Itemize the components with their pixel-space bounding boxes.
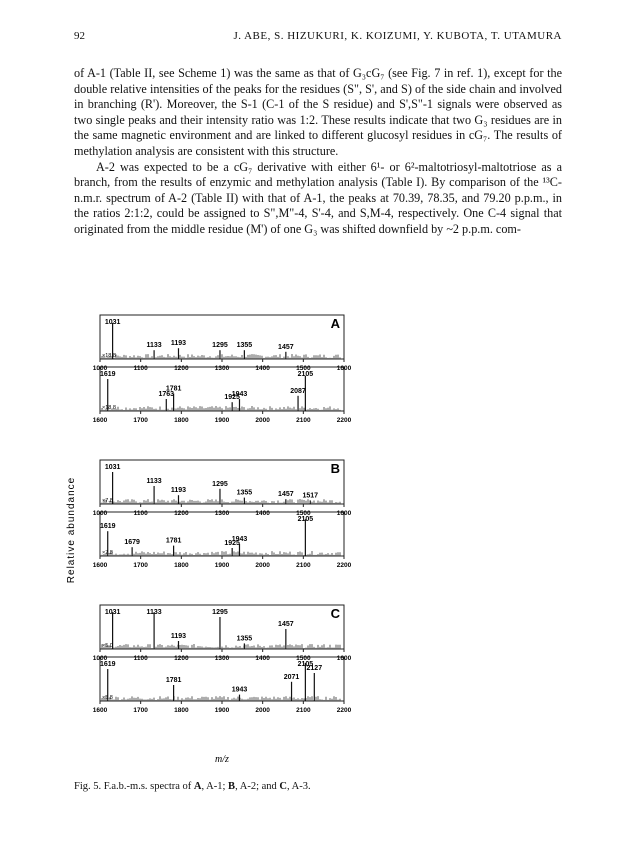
- caption-part: A: [193, 781, 202, 792]
- peak-label: 2105: [297, 516, 314, 523]
- peak-label: 1295: [212, 609, 228, 616]
- baseline-noise: [102, 354, 340, 359]
- peak-label: 1619: [99, 371, 116, 378]
- tick-label: 2200: [336, 562, 352, 569]
- peak-label: 1781: [165, 677, 182, 684]
- tick-label: 1000: [92, 655, 108, 662]
- baseline-noise: [102, 499, 340, 504]
- peak-label: 1457: [278, 491, 294, 499]
- body-text: [74, 66, 562, 238]
- y-axis-label: Relative abundance: [66, 476, 77, 584]
- peak-label: 1781: [165, 537, 182, 545]
- peak-label: 1517: [302, 492, 319, 500]
- tick-label: 1200: [174, 510, 189, 517]
- scale-factor-label: ×7.8: [102, 498, 113, 504]
- peak-label: 1943: [231, 686, 248, 694]
- tick-label: 1200: [174, 655, 189, 662]
- peak-label: 2105: [297, 661, 314, 668]
- peak-label: 1031: [104, 609, 121, 616]
- tick-label: 1700: [133, 707, 148, 714]
- caption-part: , A-3.: [286, 781, 311, 792]
- baseline-noise: [102, 551, 340, 556]
- spectra-plot: [62, 300, 362, 770]
- peak-label: 1457: [278, 343, 294, 351]
- caption-part: B: [228, 781, 236, 792]
- tick-label: 2100: [296, 707, 311, 714]
- peak-label: 1295: [212, 342, 228, 350]
- tick-label: 1600: [92, 562, 108, 569]
- peak-label: 1133: [146, 342, 162, 350]
- peak-label: 1355: [236, 342, 253, 350]
- tick-label: 1900: [214, 562, 230, 569]
- peak-label: 1355: [236, 635, 253, 643]
- caption-part: , A-1;: [201, 781, 229, 792]
- tick-label: 1600: [336, 655, 352, 662]
- peak-label: 1679: [124, 539, 140, 547]
- peak-label: 1943: [231, 536, 248, 543]
- peak-label: 1763: [158, 391, 175, 398]
- tick-label: 1900: [214, 707, 230, 714]
- tick-label: 2000: [255, 707, 270, 714]
- paragraph: of A-1 (Table II, see Scheme 1) was the same as that of G₃cG₇ (see Fig. 7 in ref. 1), except for the double relative intensities of the peaks for the residues (S", S', and S) of the side chain and involved in branching (R'). Moreover, the S-1 (C-1 of the S residue) and S',S"-1 signals were observed as two single peaks and their intensity ratio was 1:2. These results indicate that two G₃ residues are in the same magnetic environment and are linked to different glucosyl residues in cG₇. The results of methylation analysis are consistent with this structure.: [74, 66, 562, 158]
- tick-label: 1400: [255, 365, 270, 372]
- scale-factor-label: ×5.0: [102, 643, 113, 649]
- tick-label: 2200: [336, 707, 352, 714]
- peak-label: 1781: [165, 385, 182, 393]
- tick-label: 1800: [174, 562, 189, 569]
- tick-label: 2200: [336, 417, 352, 424]
- figure-ms-spectra: [62, 300, 362, 770]
- tick-label: 1100: [133, 510, 148, 517]
- caption-part: F.a.b.-m.s. spectra of: [101, 781, 194, 792]
- peak-label: 1031: [104, 319, 121, 326]
- peak-label: 1943: [231, 391, 248, 398]
- tick-label: 1500: [296, 365, 311, 372]
- caption-lead: Fig. 5.: [74, 781, 102, 792]
- tick-label: 1900: [214, 417, 230, 424]
- x-axis-label: m/z: [215, 754, 229, 765]
- tick-label: 2100: [296, 417, 311, 424]
- tick-label: 1800: [174, 707, 189, 714]
- paragraph: A-2 was expected to be a cG₇ derivative with either 6¹- or 6²-maltotriosyl-maltotriose as a branch, from the results of enzymic and methylation analysis (Table I). By comparison of the ¹³C-n.m.r. spectrum of A-2 (Table II) with that of A-1, the peaks at 70.39, 78.35, and 79.20 p.p.m., in the ratios 2:1:2, could be assigned to S",M"-4, S'-4, and S,M-4, respectively. One C-4 signal that originated from the middle residue (M') of one G₃ was shifted downfield by ~2 p.p.m. com-: [74, 159, 562, 236]
- peak-label: 1133: [146, 609, 162, 616]
- peak-label: 1619: [99, 661, 116, 668]
- baseline-noise: [102, 696, 340, 701]
- peak-label: 1193: [170, 487, 187, 495]
- peak-label: 1133: [146, 478, 162, 485]
- tick-label: 1200: [174, 365, 189, 372]
- tick-label: 1400: [255, 655, 270, 662]
- tick-label: 1800: [174, 417, 189, 424]
- scale-factor-label: ×18.8: [102, 353, 116, 359]
- running-head-authors: J. ABE, S. HIZUKURI, K. KOIZUMI, Y. KUBOTA, T. UTAMURA: [233, 30, 562, 42]
- figure-caption: [74, 781, 562, 792]
- panel-letter: C: [330, 606, 340, 621]
- tick-label: 1100: [133, 365, 148, 372]
- tick-label: 2100: [296, 562, 311, 569]
- peak-label: 1925: [224, 394, 240, 402]
- peak-label: 1925: [224, 540, 240, 547]
- tick-label: 1000: [92, 510, 108, 517]
- scale-factor-label: ×18.8: [102, 405, 116, 411]
- caption-part: , A-2; and: [235, 781, 280, 792]
- page-header: [74, 30, 562, 46]
- tick-label: 1000: [92, 365, 108, 372]
- tick-label: 1600: [92, 417, 108, 424]
- scale-factor-label: ×5.8: [102, 695, 113, 701]
- tick-label: 2000: [255, 417, 270, 424]
- tick-label: 1300: [214, 655, 230, 662]
- peak-label: 2105: [297, 371, 314, 378]
- tick-label: 1300: [214, 365, 230, 372]
- caption-part: C: [279, 781, 287, 792]
- peak-label: 1457: [278, 621, 294, 628]
- tick-label: 2000: [255, 562, 270, 569]
- tick-label: 1400: [255, 510, 270, 517]
- tick-label: 1100: [133, 655, 148, 662]
- panel-letter: A: [330, 316, 340, 331]
- tick-label: 1600: [336, 365, 352, 372]
- peak-label: 2087: [290, 387, 306, 395]
- spectrum-frame: [100, 315, 344, 359]
- peak-label: 1193: [170, 340, 187, 348]
- tick-label: 1700: [133, 417, 148, 424]
- peak-label: 1295: [212, 480, 228, 488]
- tick-label: 1700: [133, 562, 148, 569]
- baseline-noise: [102, 644, 340, 649]
- scale-factor-label: ×7.8: [102, 550, 113, 556]
- tick-label: 1500: [296, 510, 311, 517]
- peak-label: 1193: [170, 633, 187, 640]
- peak-label: 2127: [306, 665, 323, 672]
- tick-label: 1600: [336, 510, 352, 517]
- peak-label: 1355: [236, 489, 253, 497]
- tick-label: 1500: [296, 655, 311, 662]
- peak-label: 1031: [104, 464, 121, 471]
- baseline-noise: [102, 406, 340, 411]
- peak-label: 1619: [99, 523, 116, 531]
- tick-label: 1300: [214, 510, 230, 517]
- panel-letter: B: [330, 461, 340, 476]
- tick-label: 1600: [92, 707, 108, 714]
- page-number: 92: [74, 30, 85, 42]
- peak-label: 2071: [283, 673, 300, 681]
